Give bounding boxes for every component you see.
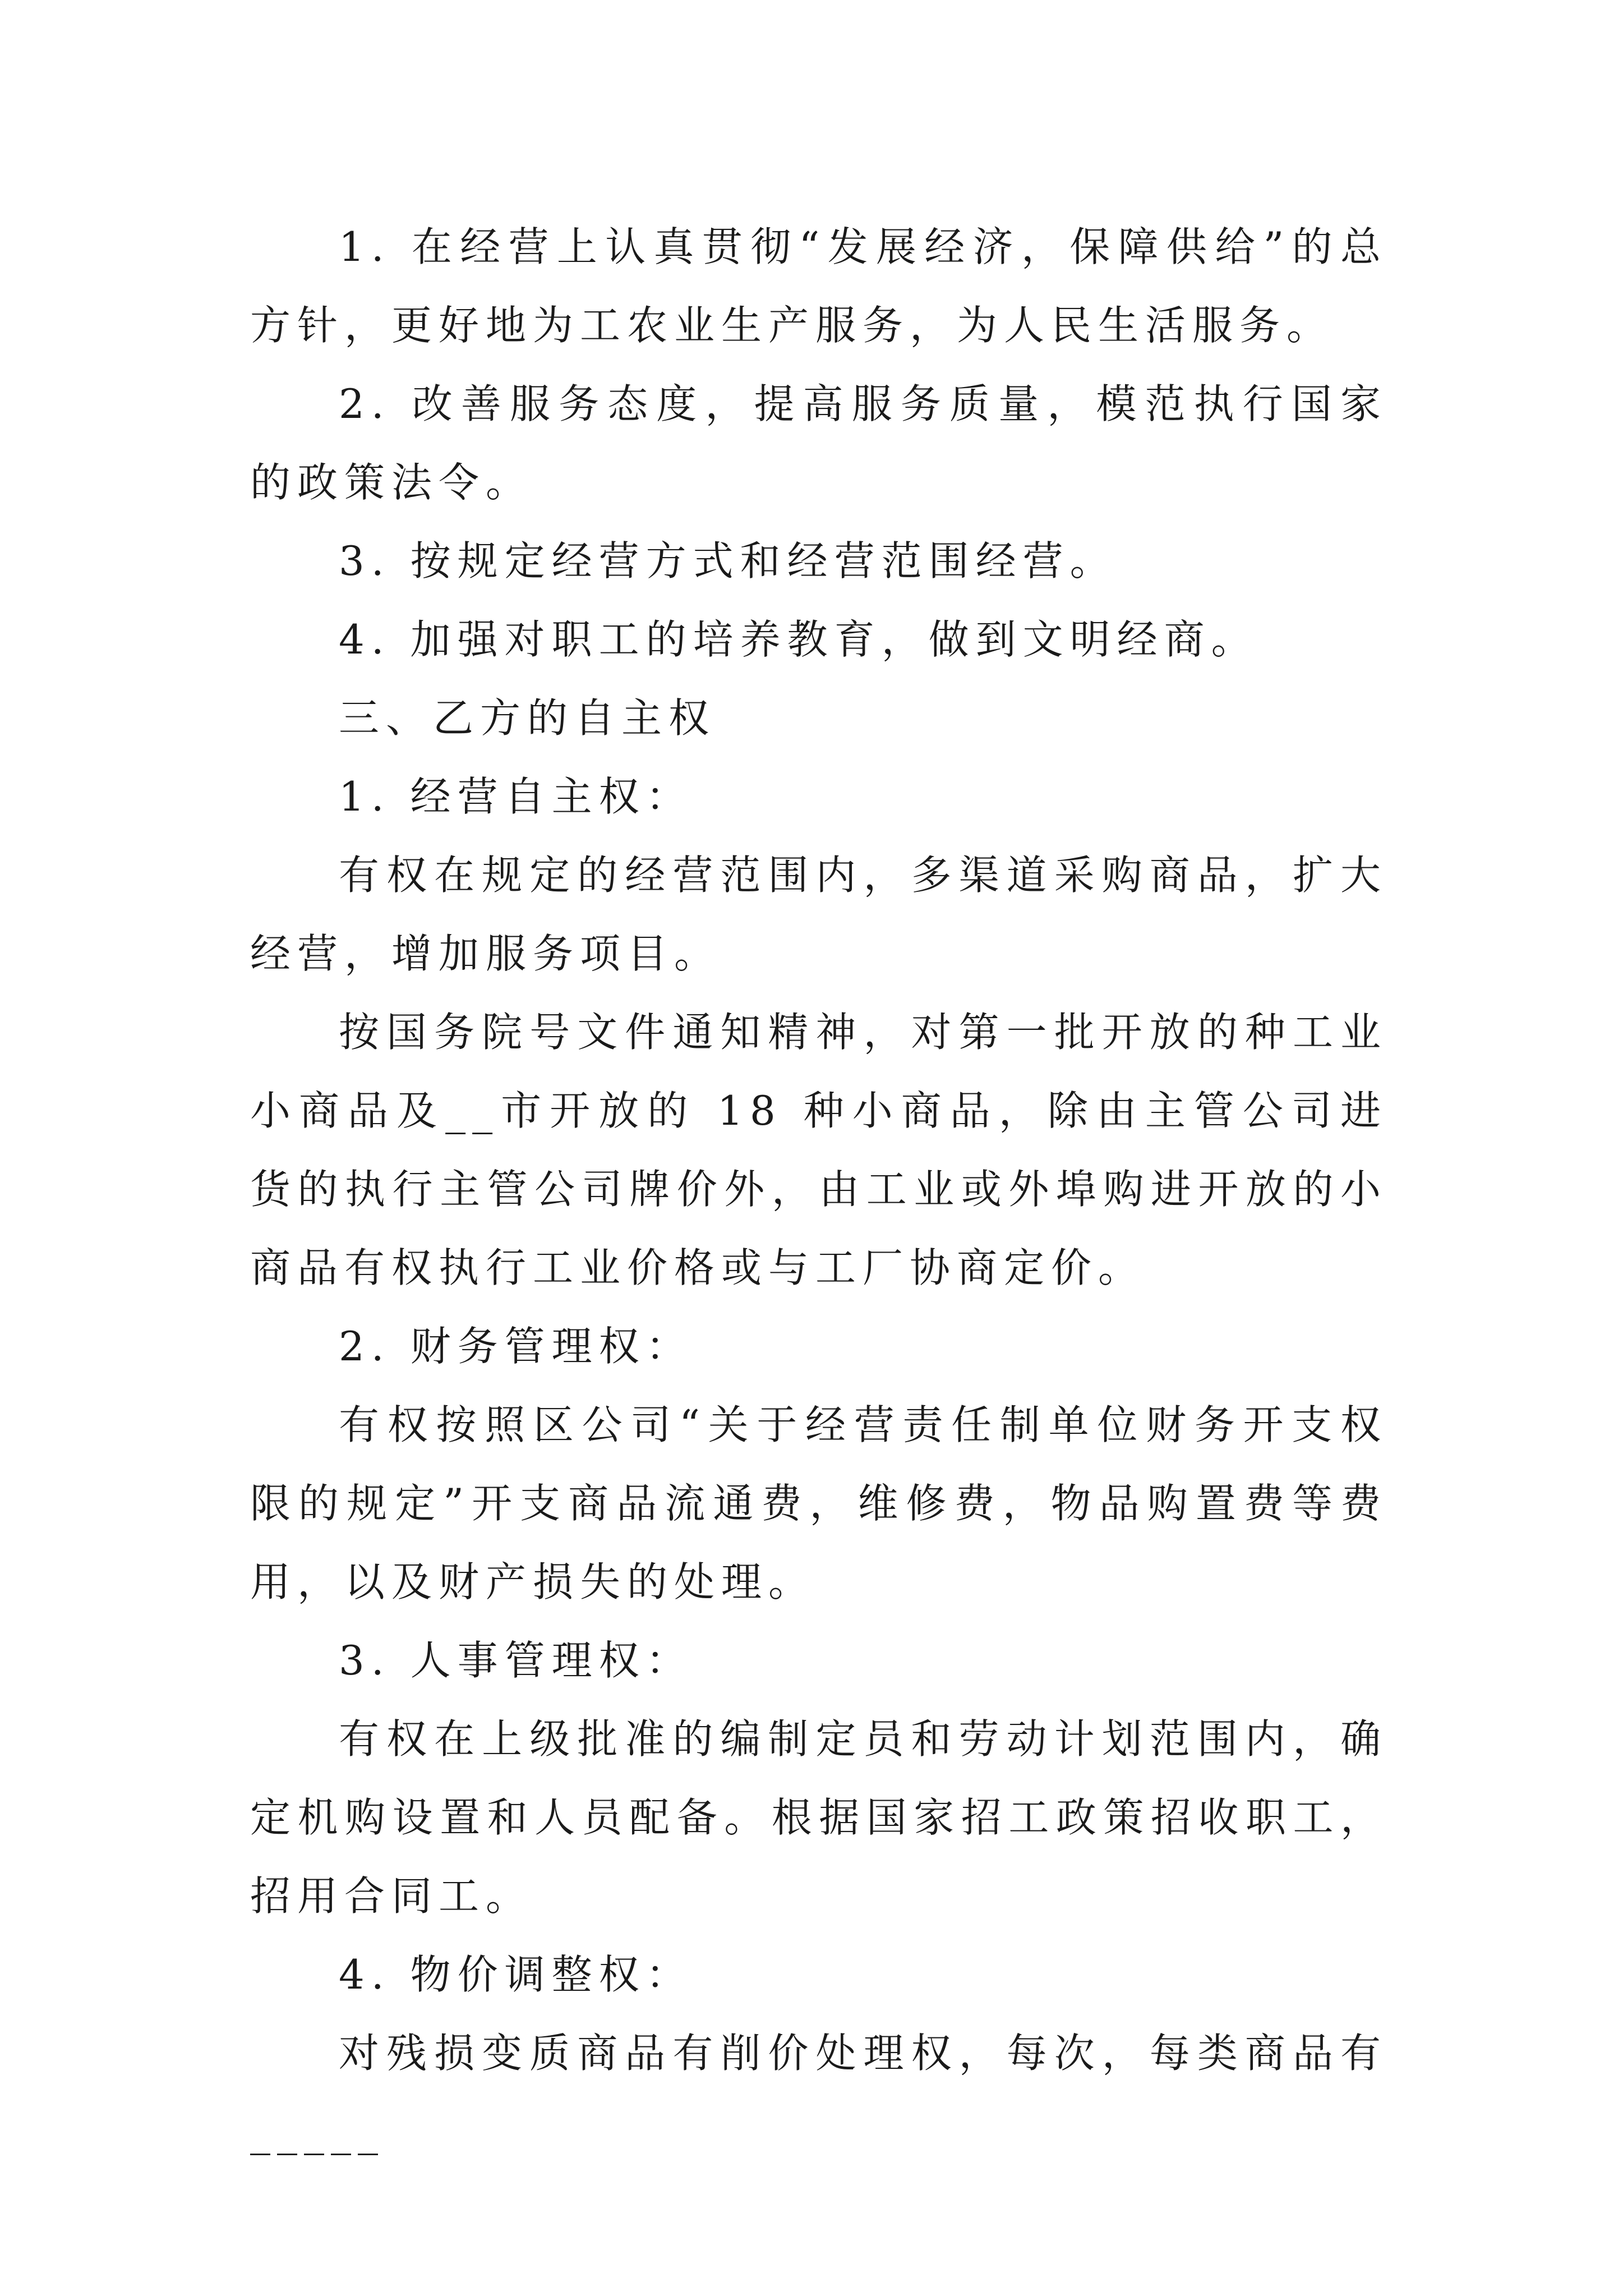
paragraph-1: 1. 在经营上认真贯彻“发展经济，保障供给”的总方针，更好地为工农业生产服务，为人民生活服务。 (250, 223, 1387, 349)
subheading-business-autonomy: 1. 经营自主权： (339, 773, 693, 820)
subheading-price-adjustment: 4. 物价调整权： (339, 1951, 693, 1998)
section-heading: 三、乙方的自主权 (339, 694, 716, 742)
subheading-finance: 2. 财务管理权： (339, 1323, 693, 1370)
paragraph-business-scope: 有权在规定的经营范围内，多渠道采购商品，扩大经营，增加服务项目。 (250, 852, 1387, 977)
paragraph-personnel: 有权在上级批准的编制定员和劳动计划范围内，确定机购设置和人员配备。根据国家招工政策招收职工，招用合同工。 (250, 1715, 1387, 1920)
paragraph-pricing-policy: 按国务院号文件通知精神，对第一批开放的种工业小商品及__市开放的 18 种小商品，除由主管公司进货的执行主管公司牌价外，由工业或外埠购进开放的小商品有权执行工业价格或与工厂协商定价。 (250, 1009, 1387, 1291)
paragraph-4: 4. 加强对职工的培养教育，做到文明经商。 (339, 616, 1258, 663)
paragraph-finance: 有权按照区公司“关于经营责任制单位财务开支权限的规定”开支商品流通费，维修费，物品购置费等费用，以及财产损失的处理。 (250, 1401, 1387, 1605)
paragraph-3: 3. 按规定经营方式和经营范围经营。 (339, 537, 1117, 585)
paragraph-2: 2. 改善服务态度，提高服务质量，模范执行国家的政策法令。 (250, 380, 1387, 506)
subheading-personnel: 3. 人事管理权： (339, 1637, 693, 1684)
paragraph-price-adjustment: 对残损变质商品有削价处理权，每次，每类商品有_____ (250, 2030, 1387, 2155)
document-page (250, 208, 1387, 2171)
